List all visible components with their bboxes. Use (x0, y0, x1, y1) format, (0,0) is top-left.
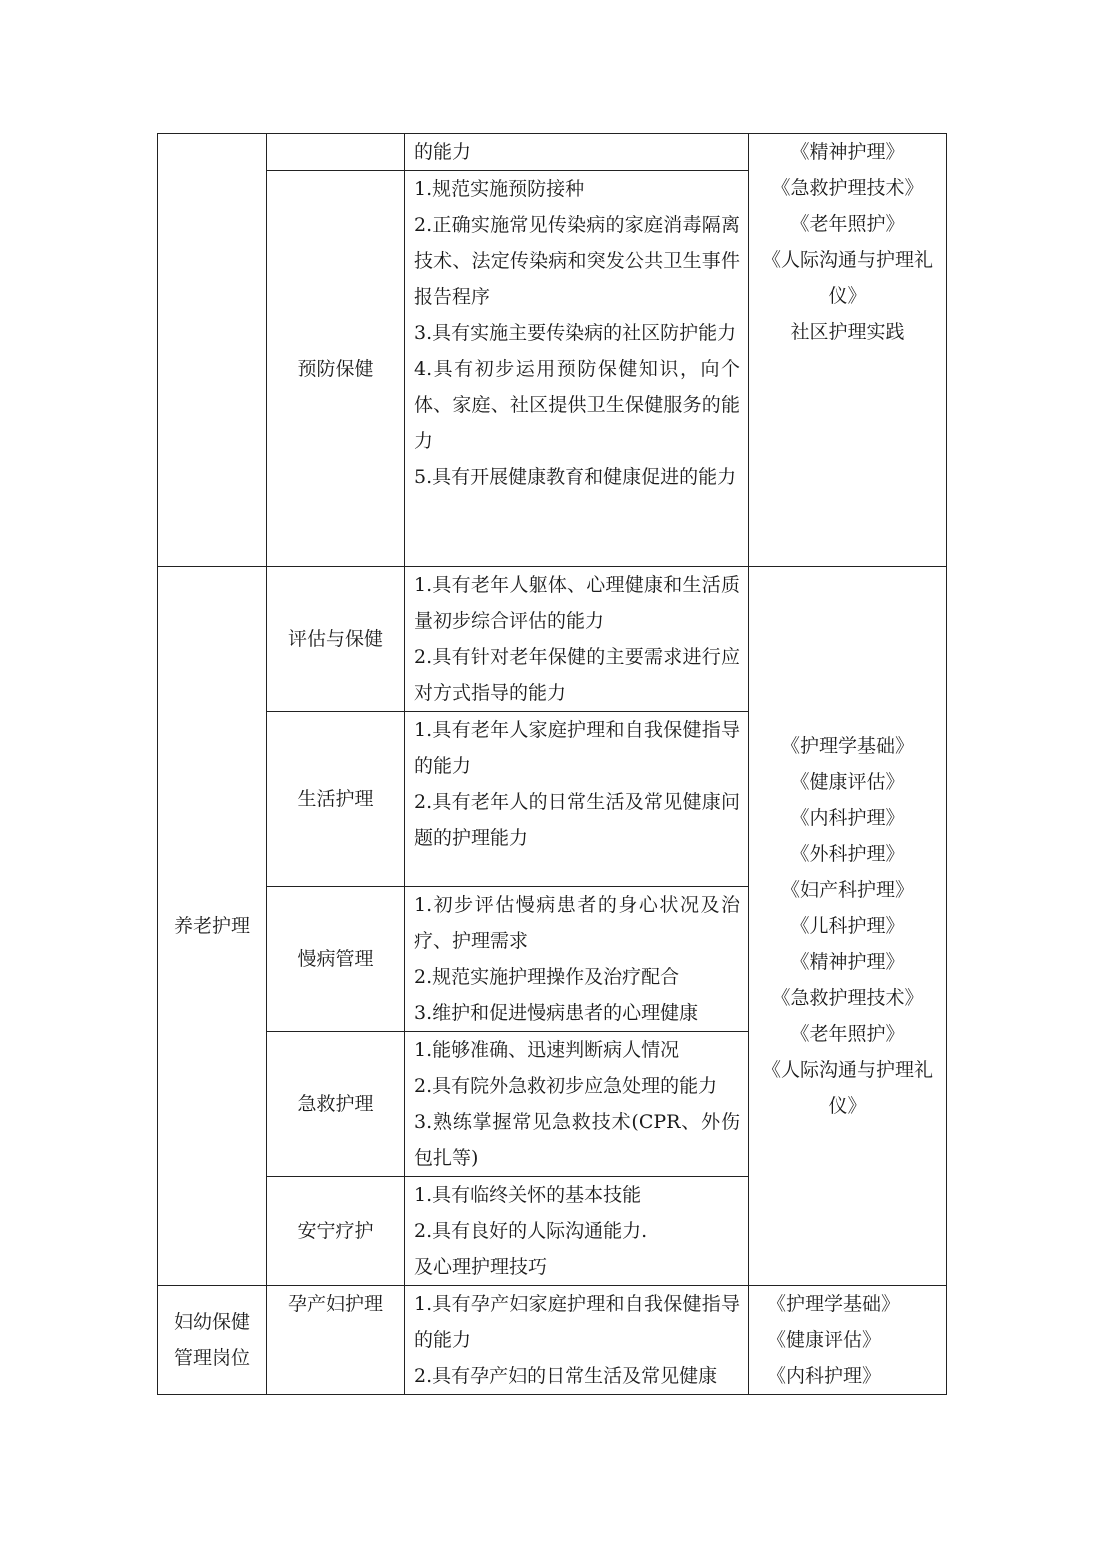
category-cell: 养老护理 (158, 567, 267, 1286)
sub-category-cell: 预防保健 (267, 171, 405, 567)
sub-category-cell: 急救护理 (267, 1032, 405, 1177)
ability-cell: 1.规范实施预防接种 2.正确实施常见传染病的家庭消毒隔离技术、法定传染病和突发公共卫生事件报告程序 3.具有实施主要传染病的社区防护能力 4.具有初步运用预防保健知识，向个体、家庭、社区提供卫生保健服务的能力 5.具有开展健康教育和健康促进的能力 (405, 171, 749, 567)
sub-category-cell: 评估与保健 (267, 567, 405, 712)
ability-cell: 1.具有老年人家庭护理和自我保健指导的能力 2.具有老年人的日常生活及常见健康问题的护理能力 (405, 712, 749, 887)
ability-cell: 的能力 (405, 134, 749, 171)
ability-cell: 1.具有老年人躯体、心理健康和生活质量初步综合评估的能力 2.具有针对老年保健的主要需求进行应对方式指导的能力 (405, 567, 749, 712)
table-row (158, 1286, 947, 1395)
ability-cell: 1.能够准确、迅速判断病人情况 2.具有院外急救初步应急处理的能力 3.熟练掌握常见急救技术(CPR、外伤包扎等) (405, 1032, 749, 1177)
ability-cell: 1.具有临终关怀的基本技能 2.具有良好的人际沟通能力. 及心理护理技巧 (405, 1177, 749, 1286)
table-row (158, 567, 947, 712)
sub-category-cell: 生活护理 (267, 712, 405, 887)
sub-category-cell: 安宁疗护 (267, 1177, 405, 1286)
ability-cell: 1.初步评估慢病患者的身心状况及治疗、护理需求 2.规范实施护理操作及治疗配合 3.维护和促进慢病患者的心理健康 (405, 887, 749, 1032)
ability-cell: 1.具有孕产妇家庭护理和自我保健指导的能力 2.具有孕产妇的日常生活及常见健康 (405, 1286, 749, 1395)
courses-cell: 《护理学基础》 《健康评估》 《内科护理》 《外科护理》 《妇产科护理》 《儿科护理》 《精神护理》 《急救护理技术》 《老年照护》 《人际沟通与护理礼仪》 (749, 567, 947, 1286)
curriculum-table (157, 133, 947, 1395)
document-page (157, 133, 947, 1395)
sub-category-cell (267, 134, 405, 171)
table-row (158, 134, 947, 171)
group-cell-empty (158, 134, 267, 567)
courses-cell: 《护理学基础》 《健康评估》 《内科护理》 (749, 1286, 947, 1395)
category-cell: 妇幼保健管理岗位 (158, 1286, 267, 1395)
sub-category-cell: 孕产妇护理 (267, 1286, 405, 1395)
sub-category-cell: 慢病管理 (267, 887, 405, 1032)
courses-cell: 《精神护理》 《急救护理技术》 《老年照护》 《人际沟通与护理礼仪》 社区护理实践 (749, 134, 947, 567)
